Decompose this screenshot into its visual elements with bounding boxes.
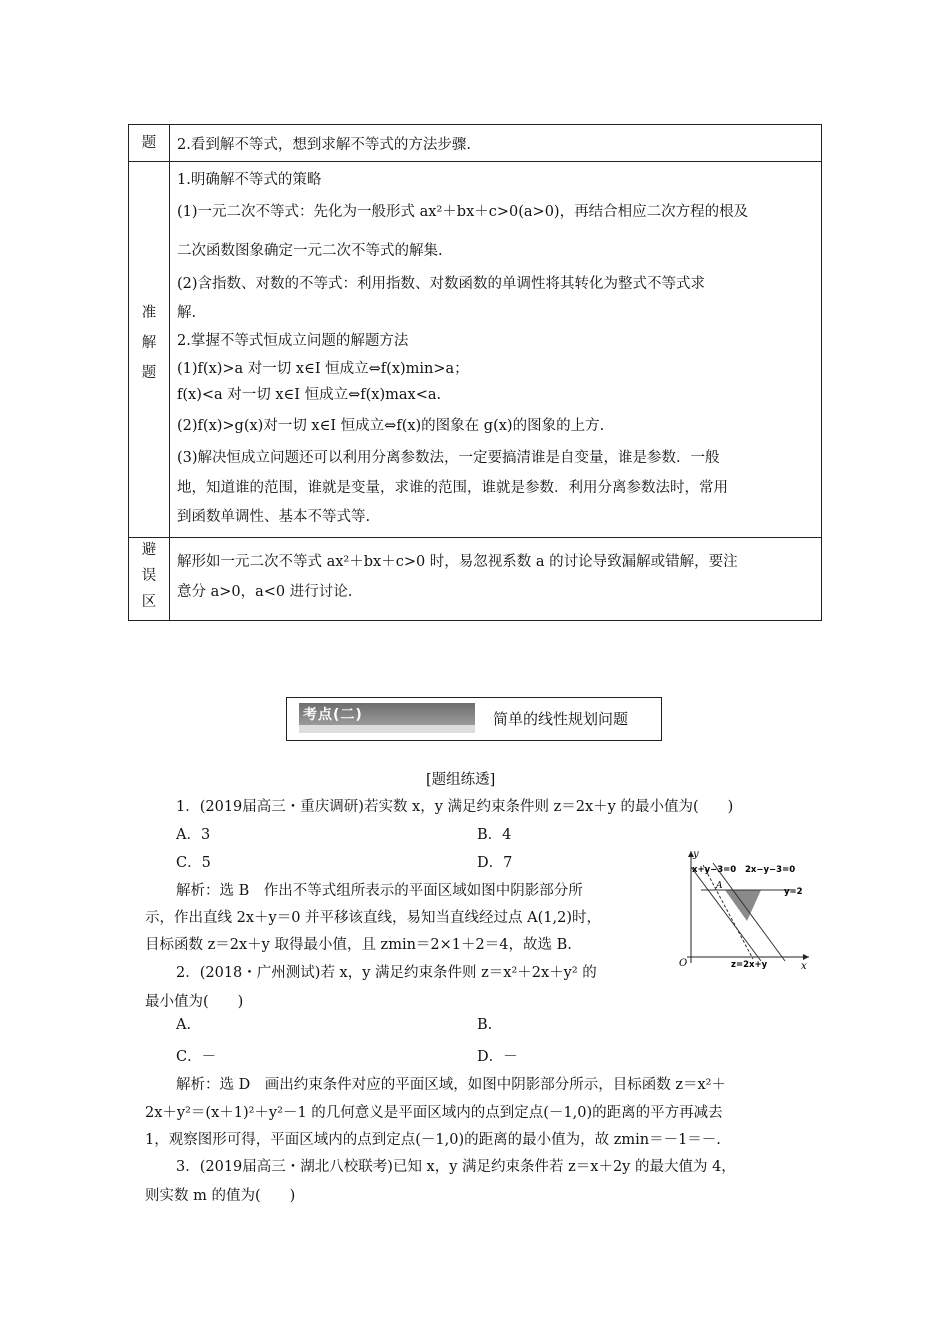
row3-line: 意分 a>0，a<0 进行讨论.	[177, 584, 353, 600]
line2-label: 2x−y−3=0	[745, 865, 796, 875]
section-badge-shadow	[299, 725, 475, 733]
line-2x-minus-y	[713, 863, 785, 961]
q1-option-c: C．5	[176, 855, 211, 871]
group-label: [题组练透]	[426, 772, 496, 788]
origin-label: O	[679, 958, 688, 969]
row1-text: 2.看到解不等式，想到求解不等式的方法步骤.	[177, 137, 471, 153]
row2-line: (1)f(x)>a 对一切 x∈I 恒成立⇔f(x)min>a；	[177, 361, 469, 377]
row2-line: (2)含指数、对数的不等式：利用指数、对数函数的单调性将其转化为整式不等式求	[177, 276, 706, 292]
q1-analysis: 示，作出直线 2x＋y＝0 并平移该直线，易知当直线经过点 A(1,2)时，	[145, 910, 601, 926]
row2-line: (2)f(x)>g(x)对一切 x∈I 恒成立⇔f(x)的图象在 g(x)的图象的上方.	[177, 418, 605, 434]
q1-analysis: 目标函数 z＝2x＋y 取得最小值，且 zmin＝2×1＋2＝4，故选 B.	[145, 937, 572, 953]
row2-line: f(x)<a 对一切 x∈I 恒成立⇔f(x)max<a.	[177, 387, 442, 403]
table-row-divider	[129, 537, 821, 538]
row2-label-2: 解	[141, 335, 157, 351]
table-column-divider	[169, 125, 170, 620]
q1-analysis: 解析：选 B 作出不等式组所表示的平面区域如图中阴影部分所	[176, 883, 583, 899]
q1-option-d: D．7	[477, 855, 513, 871]
row2-line: 二次函数图象确定一元二次不等式的解集.	[177, 243, 443, 259]
row2-label-1: 准	[141, 305, 157, 321]
line1-label: x+y−3=0	[692, 865, 737, 875]
row2-line: 解.	[177, 305, 197, 321]
q2-stem: 2．(2018・广州测试)若 x，y 满足约束条件则 z＝x²＋2x＋y² 的	[176, 965, 597, 981]
section-badge	[299, 703, 475, 725]
shaded-region	[725, 890, 761, 921]
q3-stem: 则实数 m 的值为( )	[145, 1188, 296, 1204]
section-badge-text: 考点(二)	[303, 707, 363, 723]
feasible-region-figure	[673, 845, 813, 970]
row1-label: 题	[141, 135, 157, 151]
q2-analysis: 2x＋y²＝(x＋1)²＋y²－1 的几何意义是平面区域内的点到定点(－1,0)的距离的平方再减去	[145, 1105, 723, 1121]
q2-option-c: C．－	[176, 1049, 217, 1065]
row2-line: 2.掌握不等式恒成立问题的解题方法	[177, 333, 409, 349]
q2-option-a: A.	[176, 1017, 192, 1033]
q2-analysis: 1，观察图形可得，平面区域内的点到定点(－1,0)的距离的最小值为，故 zmin＝－1＝－.	[145, 1132, 721, 1148]
row2-line: 1.明确解不等式的策略	[177, 172, 322, 188]
q1-option-b: B．4	[477, 827, 512, 843]
row2-line: 到函数单调性、基本不等式等.	[177, 509, 371, 525]
y-axis-label: y	[693, 849, 699, 860]
row2-line: (1)一元二次不等式：先化为一般形式 ax²＋bx＋c>0(a>0)，再结合相应二次方程的根及	[177, 204, 749, 220]
strategy-table	[128, 124, 822, 621]
line3-label: y=2	[784, 887, 803, 897]
q2-analysis: 解析：选 D 画出约束条件对应的平面区域，如图中阴影部分所示，目标函数 z＝x²＋	[176, 1077, 726, 1093]
table-row-divider	[129, 161, 821, 162]
row3-label-1: 避	[141, 542, 157, 558]
section-header	[286, 697, 662, 741]
row2-label-3: 题	[141, 365, 157, 381]
row3-line: 解形如一元二次不等式 ax²＋bx＋c>0 时，易忽视系数 a 的讨论导致漏解或错解，要注	[177, 554, 738, 570]
row2-line: (3)解决恒成立问题还可以利用分离参数法，一定要搞清谁是自变量，谁是参数．一般	[177, 450, 720, 466]
q3-stem: 3．(2019届高三・湖北八校联考)已知 x，y 满足约束条件若 z＝x＋2y 的最大值为 4，	[176, 1159, 736, 1175]
objective-label: z=2x+y	[731, 960, 768, 970]
row2-line: 地，知道谁的范围，谁就是变量，求谁的范围，谁就是参数．利用分离参数法时，常用	[177, 480, 728, 496]
q2-option-b: B.	[477, 1017, 493, 1033]
row3-label-2: 误	[141, 568, 157, 584]
section-title: 简单的线性规划问题	[493, 710, 629, 728]
q1-option-a: A．3	[176, 827, 211, 843]
q1-stem: 1．(2019届高三・重庆调研)若实数 x，y 满足约束条件则 z＝2x＋y 的最小值为( )	[176, 799, 734, 815]
x-axis-label: x	[801, 961, 807, 970]
x-axis-arrow	[803, 954, 809, 960]
point-a-label: A	[716, 881, 723, 891]
q2-stem: 最小值为( )	[145, 994, 244, 1010]
row3-label-3: 区	[141, 594, 157, 610]
q2-option-d: D．－	[477, 1049, 518, 1065]
